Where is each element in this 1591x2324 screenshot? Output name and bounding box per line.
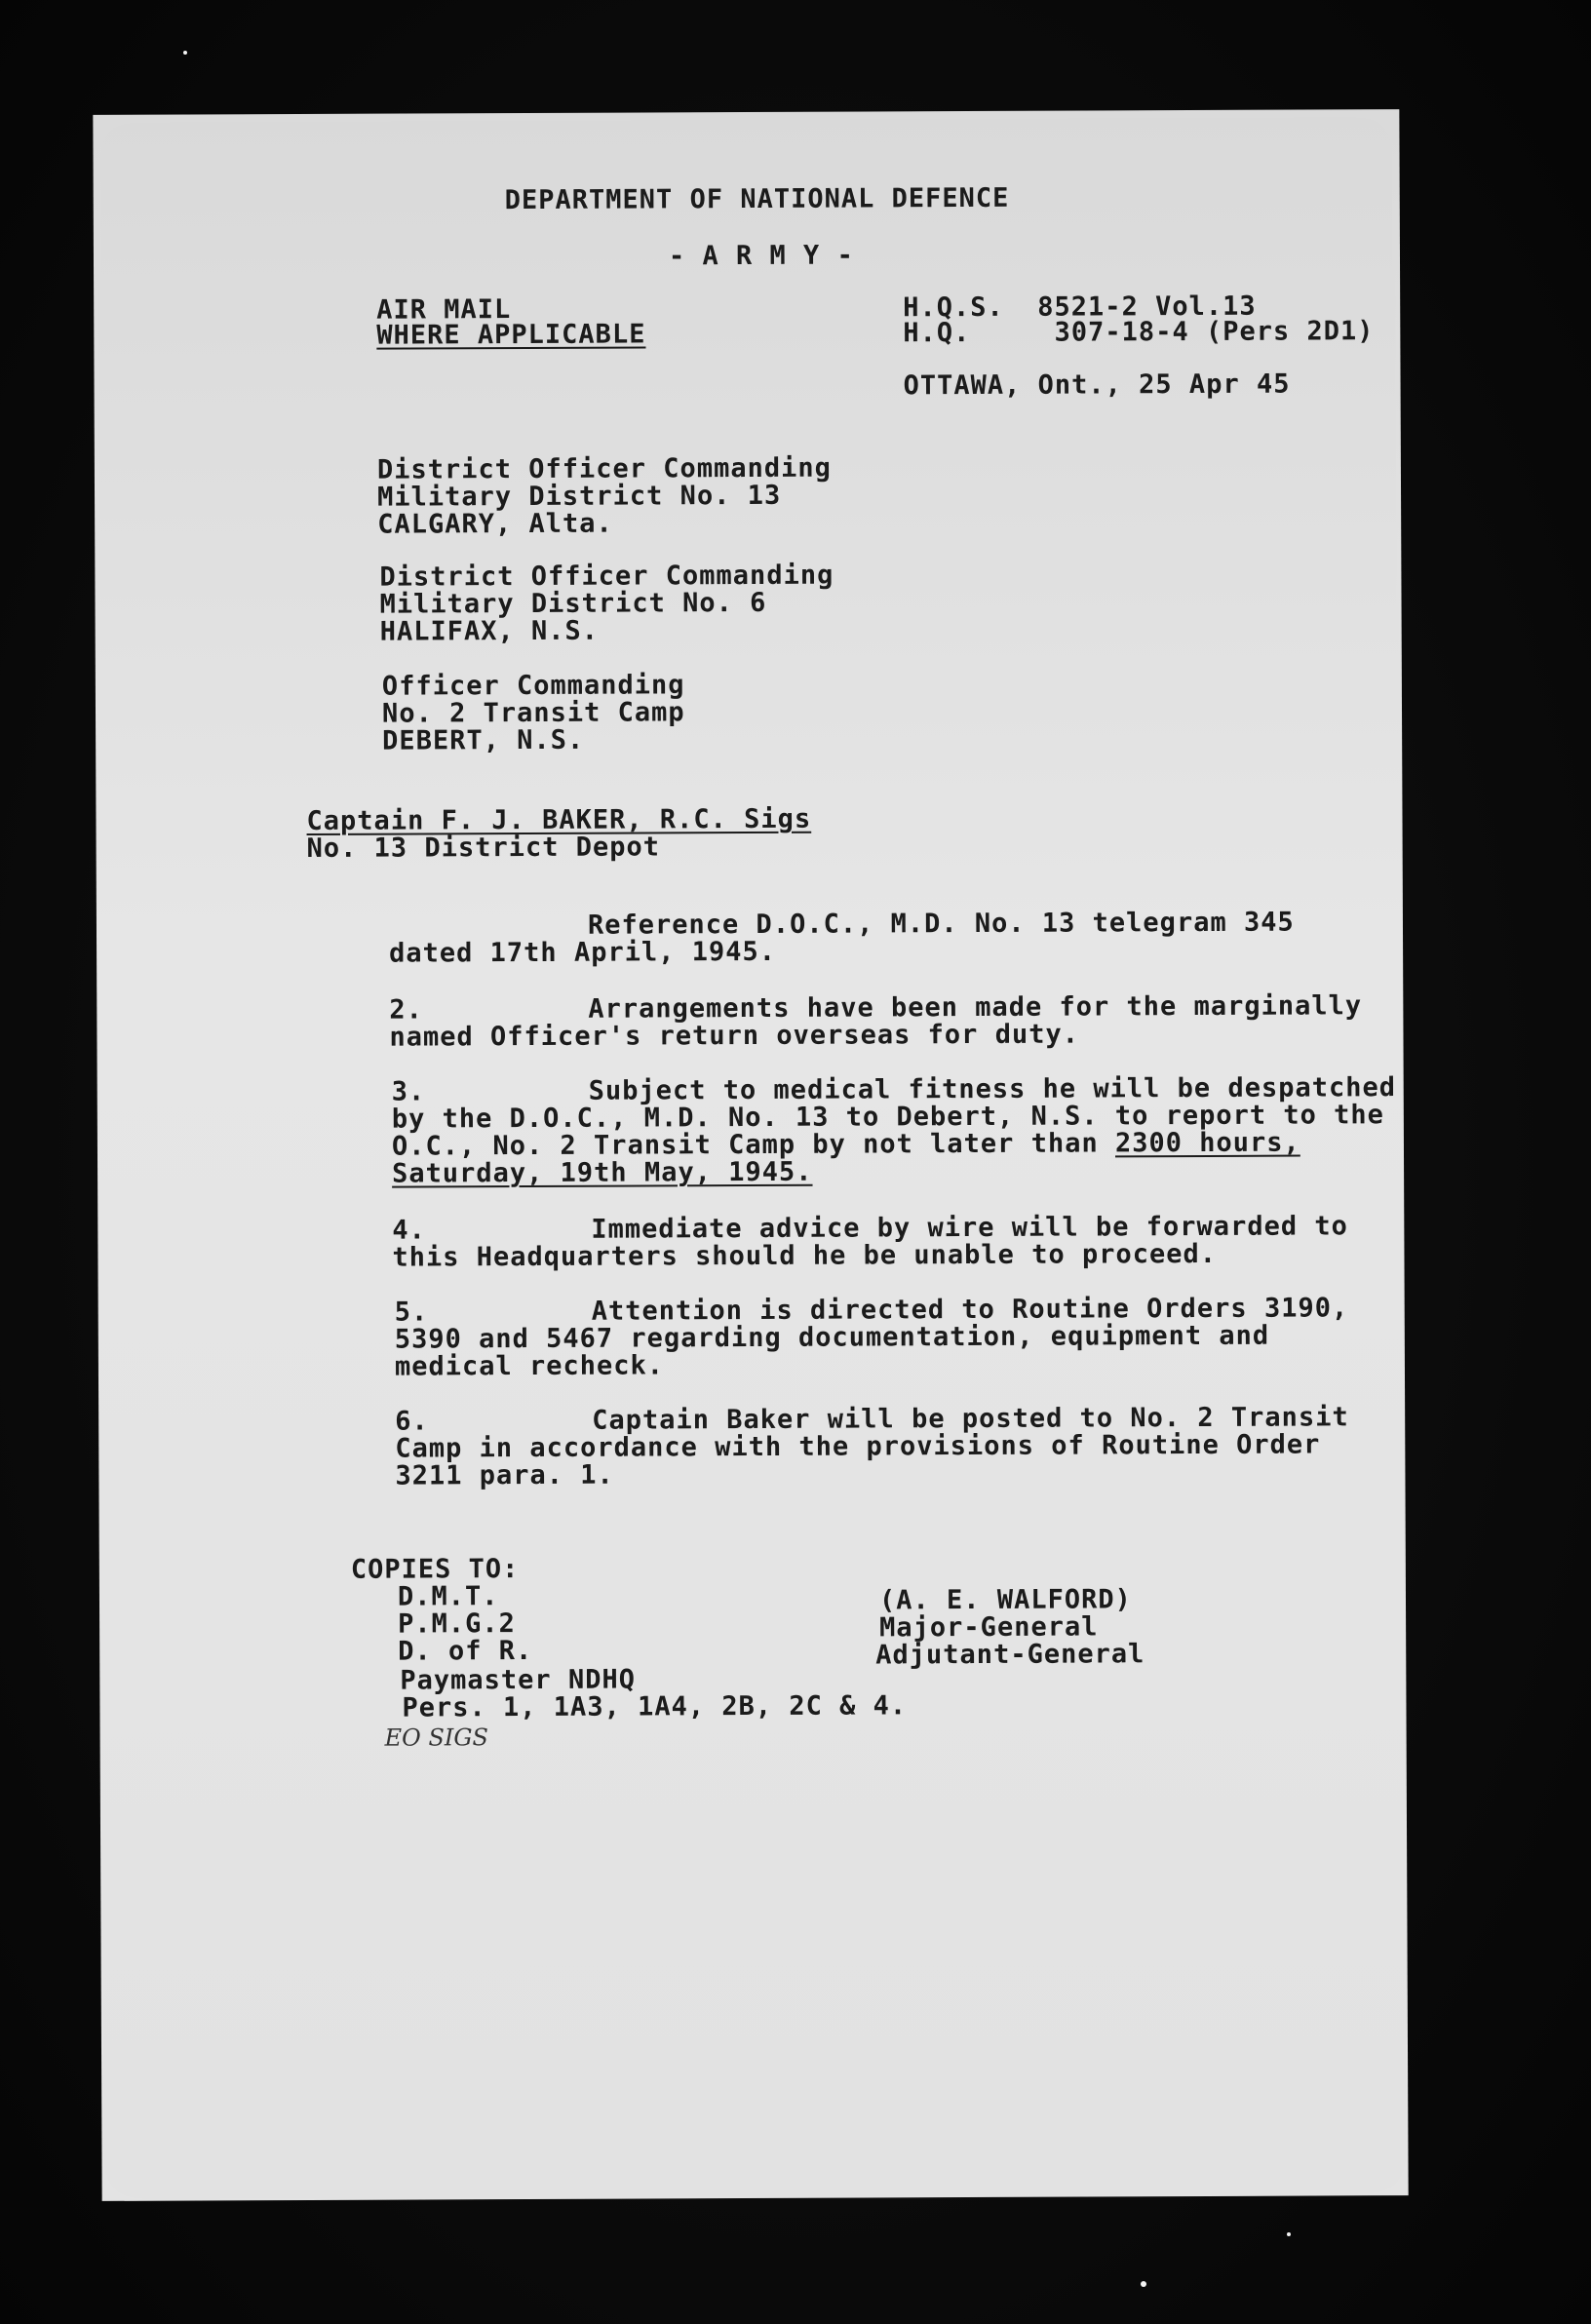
para-4-line2: this Headquarters should he be unable to proceed. (392, 1238, 1218, 1273)
letter-page (93, 109, 1408, 2201)
handwritten-note: EO SIGS (384, 1724, 489, 1752)
deadline-date: Saturday, 19th May, 1945. (392, 1156, 813, 1189)
film-speck (183, 51, 187, 55)
file-ref-hqs: H.Q.S. 8521-2 Vol.13 (903, 290, 1257, 324)
para-6-line2: Camp in accordance with the provisions of Routine Order (395, 1429, 1321, 1464)
addressee-3-line3: DEBERT, N.S. (382, 724, 585, 756)
para-2-line2: named Officer's return overseas for duty. (389, 1019, 1080, 1053)
department-heading: DEPARTMENT OF NATIONAL DEFENCE (504, 182, 1010, 216)
file-ref-hq: H.Q. 307-18-4 (Pers 2D1) (903, 316, 1375, 349)
subject-line1: Captain F. J. BAKER, R.C. Sigs (306, 803, 812, 836)
para-3-number: 3. (391, 1076, 426, 1107)
para-6-line1: Captain Baker will be posted to No. 2 Transit (592, 1402, 1349, 1436)
army-heading: - A R M Y - (668, 240, 854, 272)
para-1-line2: dated 17th April, 1945. (389, 936, 777, 969)
signatory-title: Adjutant-General (875, 1639, 1145, 1671)
para-6-number: 6. (395, 1406, 429, 1437)
addressee-2-line2: Military District No. 6 (379, 587, 767, 620)
subject-line2: No. 13 District Depot (306, 832, 661, 864)
para-5-line2: 5390 and 5467 regarding documentation, equipment and (394, 1320, 1270, 1355)
mail-routing-line2: WHERE APPLICABLE (376, 319, 646, 351)
para-4-number: 4. (392, 1215, 426, 1246)
para-5-line3: medical recheck. (394, 1350, 665, 1382)
film-speck (1287, 2232, 1291, 2236)
copies-heading: COPIES TO: (350, 1554, 520, 1585)
signatory-rank: Major-General (879, 1611, 1099, 1644)
deadline-time: 2300 hours, (1114, 1127, 1300, 1159)
addressee-3-line2: No. 2 Transit Camp (381, 697, 685, 729)
addressee-1-line3: CALGARY, Alta. (377, 508, 613, 540)
place-and-date: OTTAWA, Ont., 25 Apr 45 (903, 368, 1291, 402)
addressee-2-line1: District Officer Commanding (379, 560, 834, 593)
para-3-line3 (391, 1127, 1300, 1162)
mail-routing-line1: AIR MAIL (376, 294, 512, 326)
para-5-line1: Attention is directed to Routine Orders 3190, (591, 1293, 1349, 1327)
para-3-line2: by the D.O.C., M.D. No. 13 to Debert, N.S. to report to the (391, 1100, 1384, 1135)
copies-item: D.M.T. (397, 1581, 499, 1612)
addressee-1-line2: Military District No. 13 (376, 480, 782, 513)
para-2-line1: Arrangements have been made for the marginally (588, 990, 1363, 1025)
copies-item: P.M.G.2 (398, 1608, 516, 1640)
copies-item: Pers. 1, 1A3, 1A4, 2B, 2C & 4. (402, 1690, 908, 1724)
para-3-line3-text: O.C., No. 2 Transit Camp by not later than (391, 1128, 1116, 1162)
copies-item: Paymaster NDHQ (400, 1664, 636, 1696)
para-5-number: 5. (394, 1297, 429, 1328)
para-4-line1: Immediate advice by wire will be forwarded to (591, 1211, 1348, 1245)
signatory-name: (A. E. WALFORD) (878, 1584, 1132, 1616)
addressee-1-line1: District Officer Commanding (376, 452, 832, 485)
addressee-2-line3: HALIFAX, N.S. (379, 615, 600, 647)
copies-item: D. of R. (398, 1635, 533, 1667)
para-1-line1: Reference D.O.C., M.D. No. 13 telegram 345 (587, 907, 1295, 941)
para-3-line1: Subject to medical fitness he will be despatched (588, 1072, 1397, 1106)
para-6-line3: 3211 para. 1. (395, 1459, 614, 1491)
para-2-number: 2. (389, 994, 423, 1026)
film-speck (1141, 2281, 1146, 2287)
addressee-3-line1: Officer Commanding (381, 670, 685, 702)
